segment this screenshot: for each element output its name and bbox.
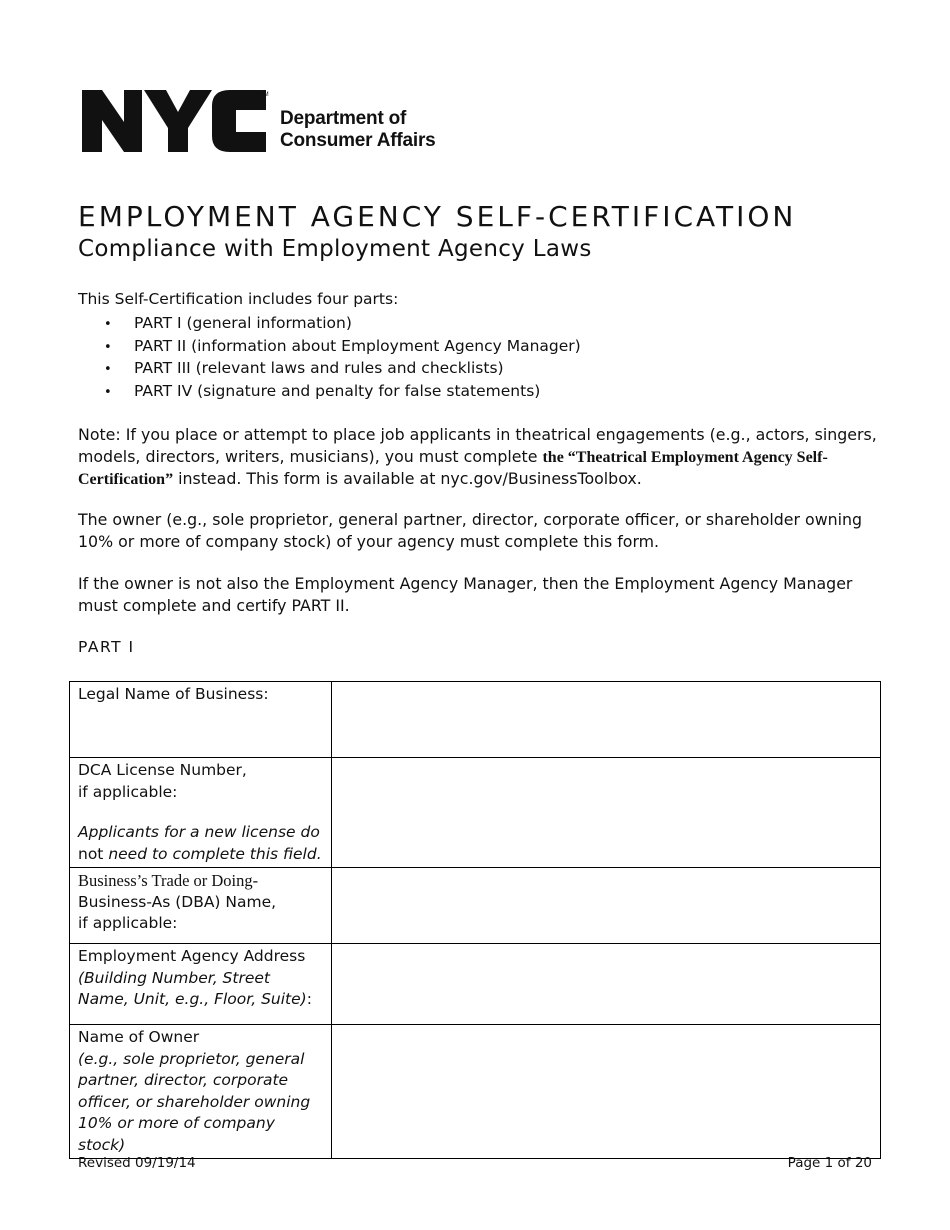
table-row [70, 1025, 881, 1159]
license-number-field[interactable] [332, 758, 881, 868]
owner-paragraph: The owner (e.g., sole proprietor, general partner, director, corporate officer, or shareholder owning 10% or more of company stock) of your agency must complete this form. [78, 510, 863, 551]
dba-name-field[interactable] [332, 868, 881, 944]
list-item: • PART II (information about Employment Agency Manager) [104, 335, 581, 358]
license-label-line-1: DCA License Number, [78, 761, 247, 779]
parts-list [104, 312, 581, 402]
note-text-b: instead. This form is available at nyc.gov/BusinessToolbox. [173, 469, 642, 488]
part-heading: PART I [78, 638, 135, 656]
department-line-1: Department of [280, 108, 407, 129]
note-text-a: Note: If you place or attempt to place job applicants in theatrical engagements (e.g., actors, singers, models, directors, writers, musicians), you must complete [78, 425, 877, 466]
legal-name-label-text: Legal Name of Business: [78, 685, 269, 703]
agency-address-field[interactable] [332, 944, 881, 1025]
owner-label-text: Name of Owner [78, 1028, 200, 1046]
license-number-label [70, 758, 332, 868]
theatrical-note [78, 424, 878, 491]
revision-date: Revised 09/19/14 [78, 1155, 196, 1171]
dba-name-label [70, 868, 332, 944]
legal-name-label [70, 682, 332, 758]
table-row [70, 758, 881, 868]
manager-paragraph: If the owner is not also the Employment Agency Manager, then the Employment Agency Manager must complete and certify PART II. [78, 574, 853, 615]
owner-hint: (e.g., sole proprietor, general partner, director, corporate officer, or shareholder owning 10% or more of company stock) [78, 1049, 311, 1154]
legal-name-field[interactable] [332, 682, 881, 758]
document-title: EMPLOYMENT AGENCY SELF-CERTIFICATION [78, 200, 797, 233]
dba-label-line-1: Business’s Trade or Doing- [78, 871, 259, 890]
table-row [70, 868, 881, 944]
list-item: • PART I (general information) [104, 312, 581, 335]
address-label-text: Employment Agency Address [78, 947, 306, 965]
agency-address-label [70, 944, 332, 1025]
license-note [78, 822, 323, 865]
table-row [70, 682, 881, 758]
address-hint [78, 968, 323, 1011]
dba-label-line-2: Business-As (DBA) Name, [78, 892, 277, 911]
nyc-logo-mark [80, 86, 270, 156]
theatrical-form-name: the “Theatrical Employment Agency Self-Certification” [78, 448, 828, 488]
department-name [280, 108, 436, 152]
list-item: • PART III (relevant laws and rules and checklists) [104, 357, 581, 380]
license-note-not: not [78, 844, 104, 863]
address-hint-text: (Building Number, Street Name, Unit, e.g., Floor, Suite) [78, 968, 307, 1008]
license-note-a: Applicants for a new license do [78, 823, 320, 841]
intro-text: This Self-Certification includes four parts: [78, 290, 399, 308]
owner-name-field[interactable] [332, 1025, 881, 1159]
svg-text:TM: TM [260, 92, 269, 98]
address-hint-suffix: : [306, 990, 312, 1008]
page-number: Page 1 of 20 [787, 1155, 872, 1171]
part-one-form [69, 681, 881, 1159]
license-note-b: need to complete this field. [103, 844, 322, 863]
department-line-2: Consumer Affairs [280, 130, 436, 151]
list-item: • PART IV (signature and penalty for false statements) [104, 380, 581, 403]
table-row [70, 944, 881, 1025]
document-subtitle: Compliance with Employment Agency Laws [78, 236, 592, 262]
owner-name-label [70, 1025, 332, 1159]
license-label-line-2: if applicable: [78, 782, 178, 801]
dba-label-line-3: if applicable: [78, 914, 178, 932]
